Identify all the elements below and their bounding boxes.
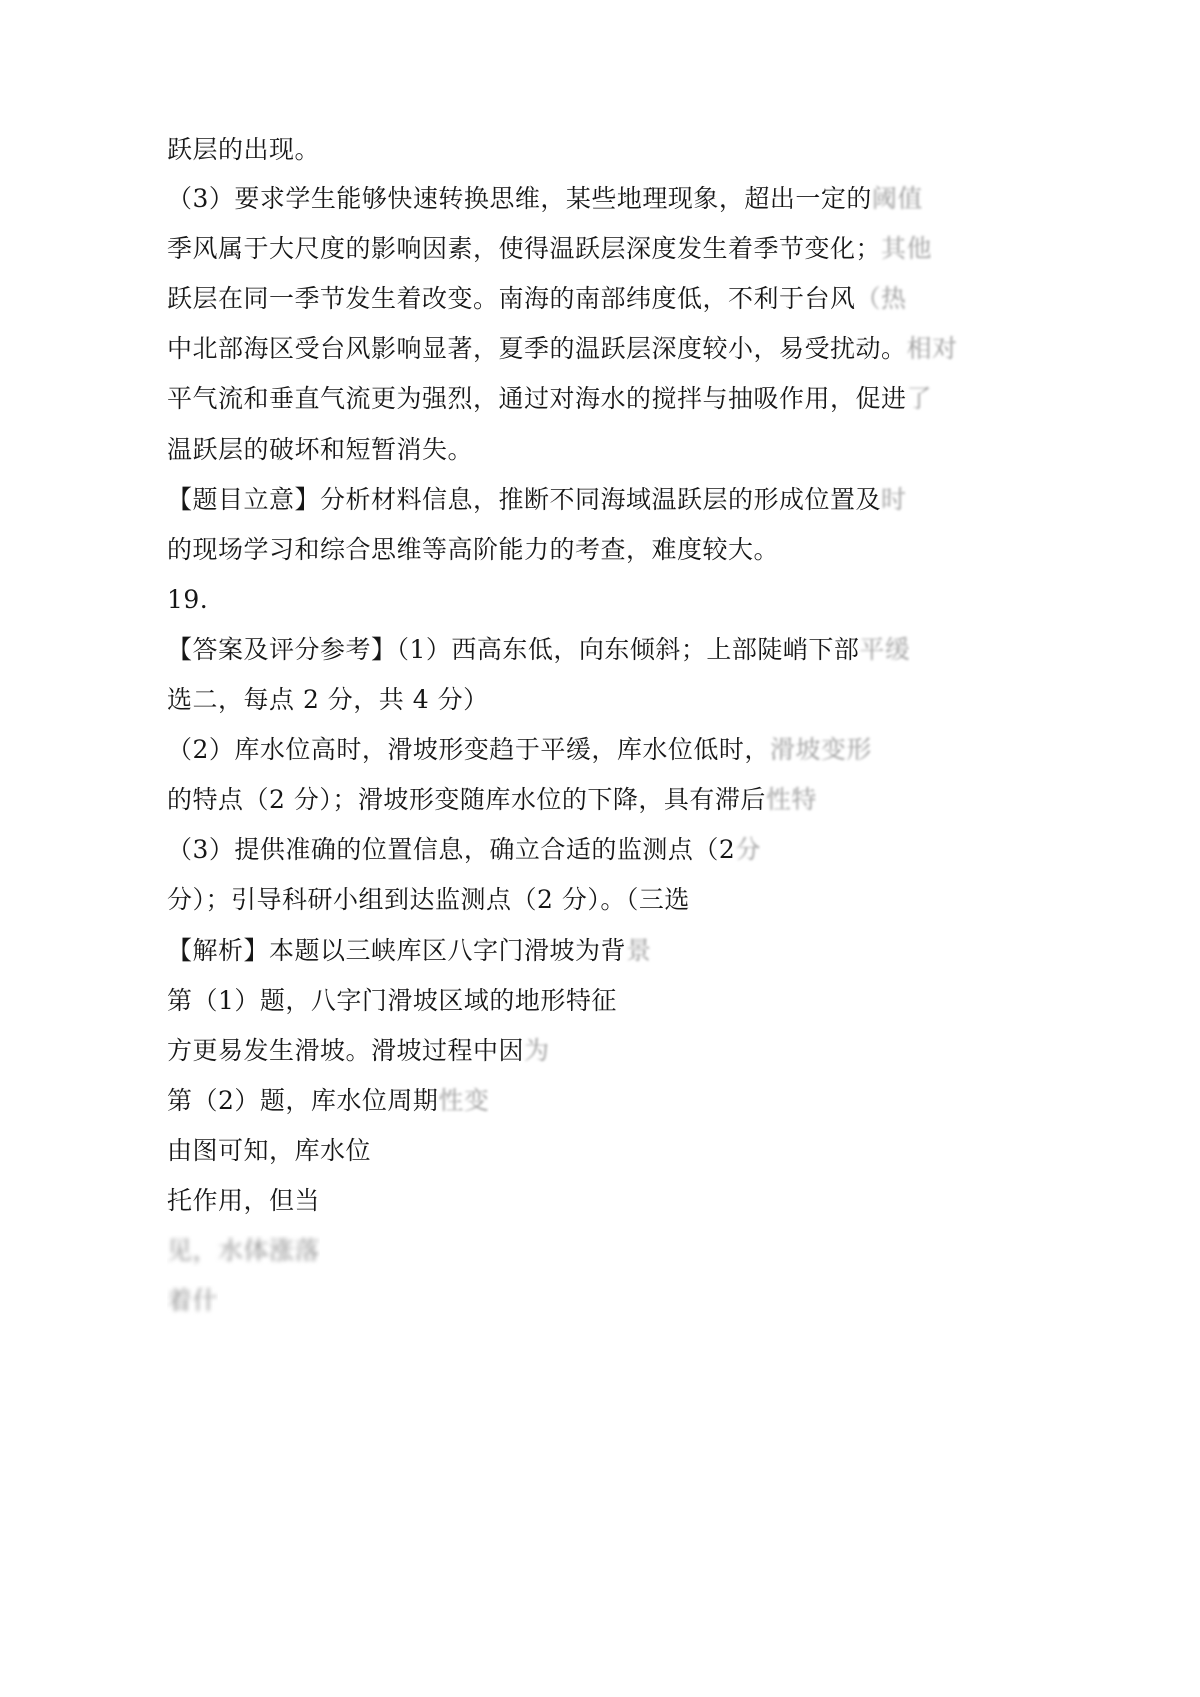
text-line-1: 跃层的出现。 [167, 135, 321, 164]
text-line-2: （3）要求学生能够快速转换思维，某些地理现象，超出一定的阈值 [167, 184, 923, 213]
text-line-24: 着什 [167, 1286, 219, 1315]
question-number: 19. [167, 585, 209, 614]
text-line-8: 【题目立意】分析材料信息，推断不同海域温跃层的形成位置及时 [167, 485, 907, 514]
text-line-7: 温跃层的破坏和短暂消失。 [167, 435, 474, 464]
text-line-4: 跃层在同一季节发生着改变。南海的南部纬度低，不利于台风（热 [167, 284, 907, 313]
text-line-22: 托作用，但当 [167, 1186, 321, 1215]
text-line-3: 季风属于大尺度的影响因素，使得温跃层深度发生着季节变化；其他 [167, 234, 933, 263]
text-line-5: 中北部海区受台风影响显著，夏季的温跃层深度较小，易受扰动。相对 [167, 334, 958, 363]
text-line-21: 由图可知，库水位 [167, 1136, 372, 1165]
text-line-23: 见，水体涨落 [167, 1236, 321, 1265]
text-line-12: 选二，每点 2 分，共 4 分） [167, 685, 489, 714]
text-line-16: 分）；引导科研小组到达监测点（2 分）。（三选 [167, 885, 690, 914]
text-line-13: （2）库水位高时，滑坡形变趋于平缓，库水位低时，滑坡变形 [167, 735, 872, 764]
text-line-6: 平气流和垂直气流更为强烈，通过对海水的搅拌与抽吸作用，促进了 [167, 384, 933, 413]
text-line-19: 方更易发生滑坡。滑坡过程中因为 [167, 1036, 550, 1065]
text-line-20: 第（2）题，库水位周期性变 [167, 1086, 490, 1115]
text-line-11: 【答案及评分参考】（1）西高东低，向东倾斜；上部陡峭下部平缓 [167, 635, 911, 664]
text-line-14: 的特点（2 分）；滑坡形变随库水位的下降，具有滞后性特 [167, 785, 817, 814]
text-line-17: 【解析】本题以三峡库区八字门滑坡为背景 [167, 936, 652, 965]
text-line-15: （3）提供准确的位置信息，确立合适的监测点（2分 [167, 835, 761, 864]
text-line-18: 第（1）题，八字门滑坡区域的地形特征 [167, 986, 617, 1015]
text-line-9: 的现场学习和综合思维等高阶能力的考查，难度较大。 [167, 535, 780, 564]
